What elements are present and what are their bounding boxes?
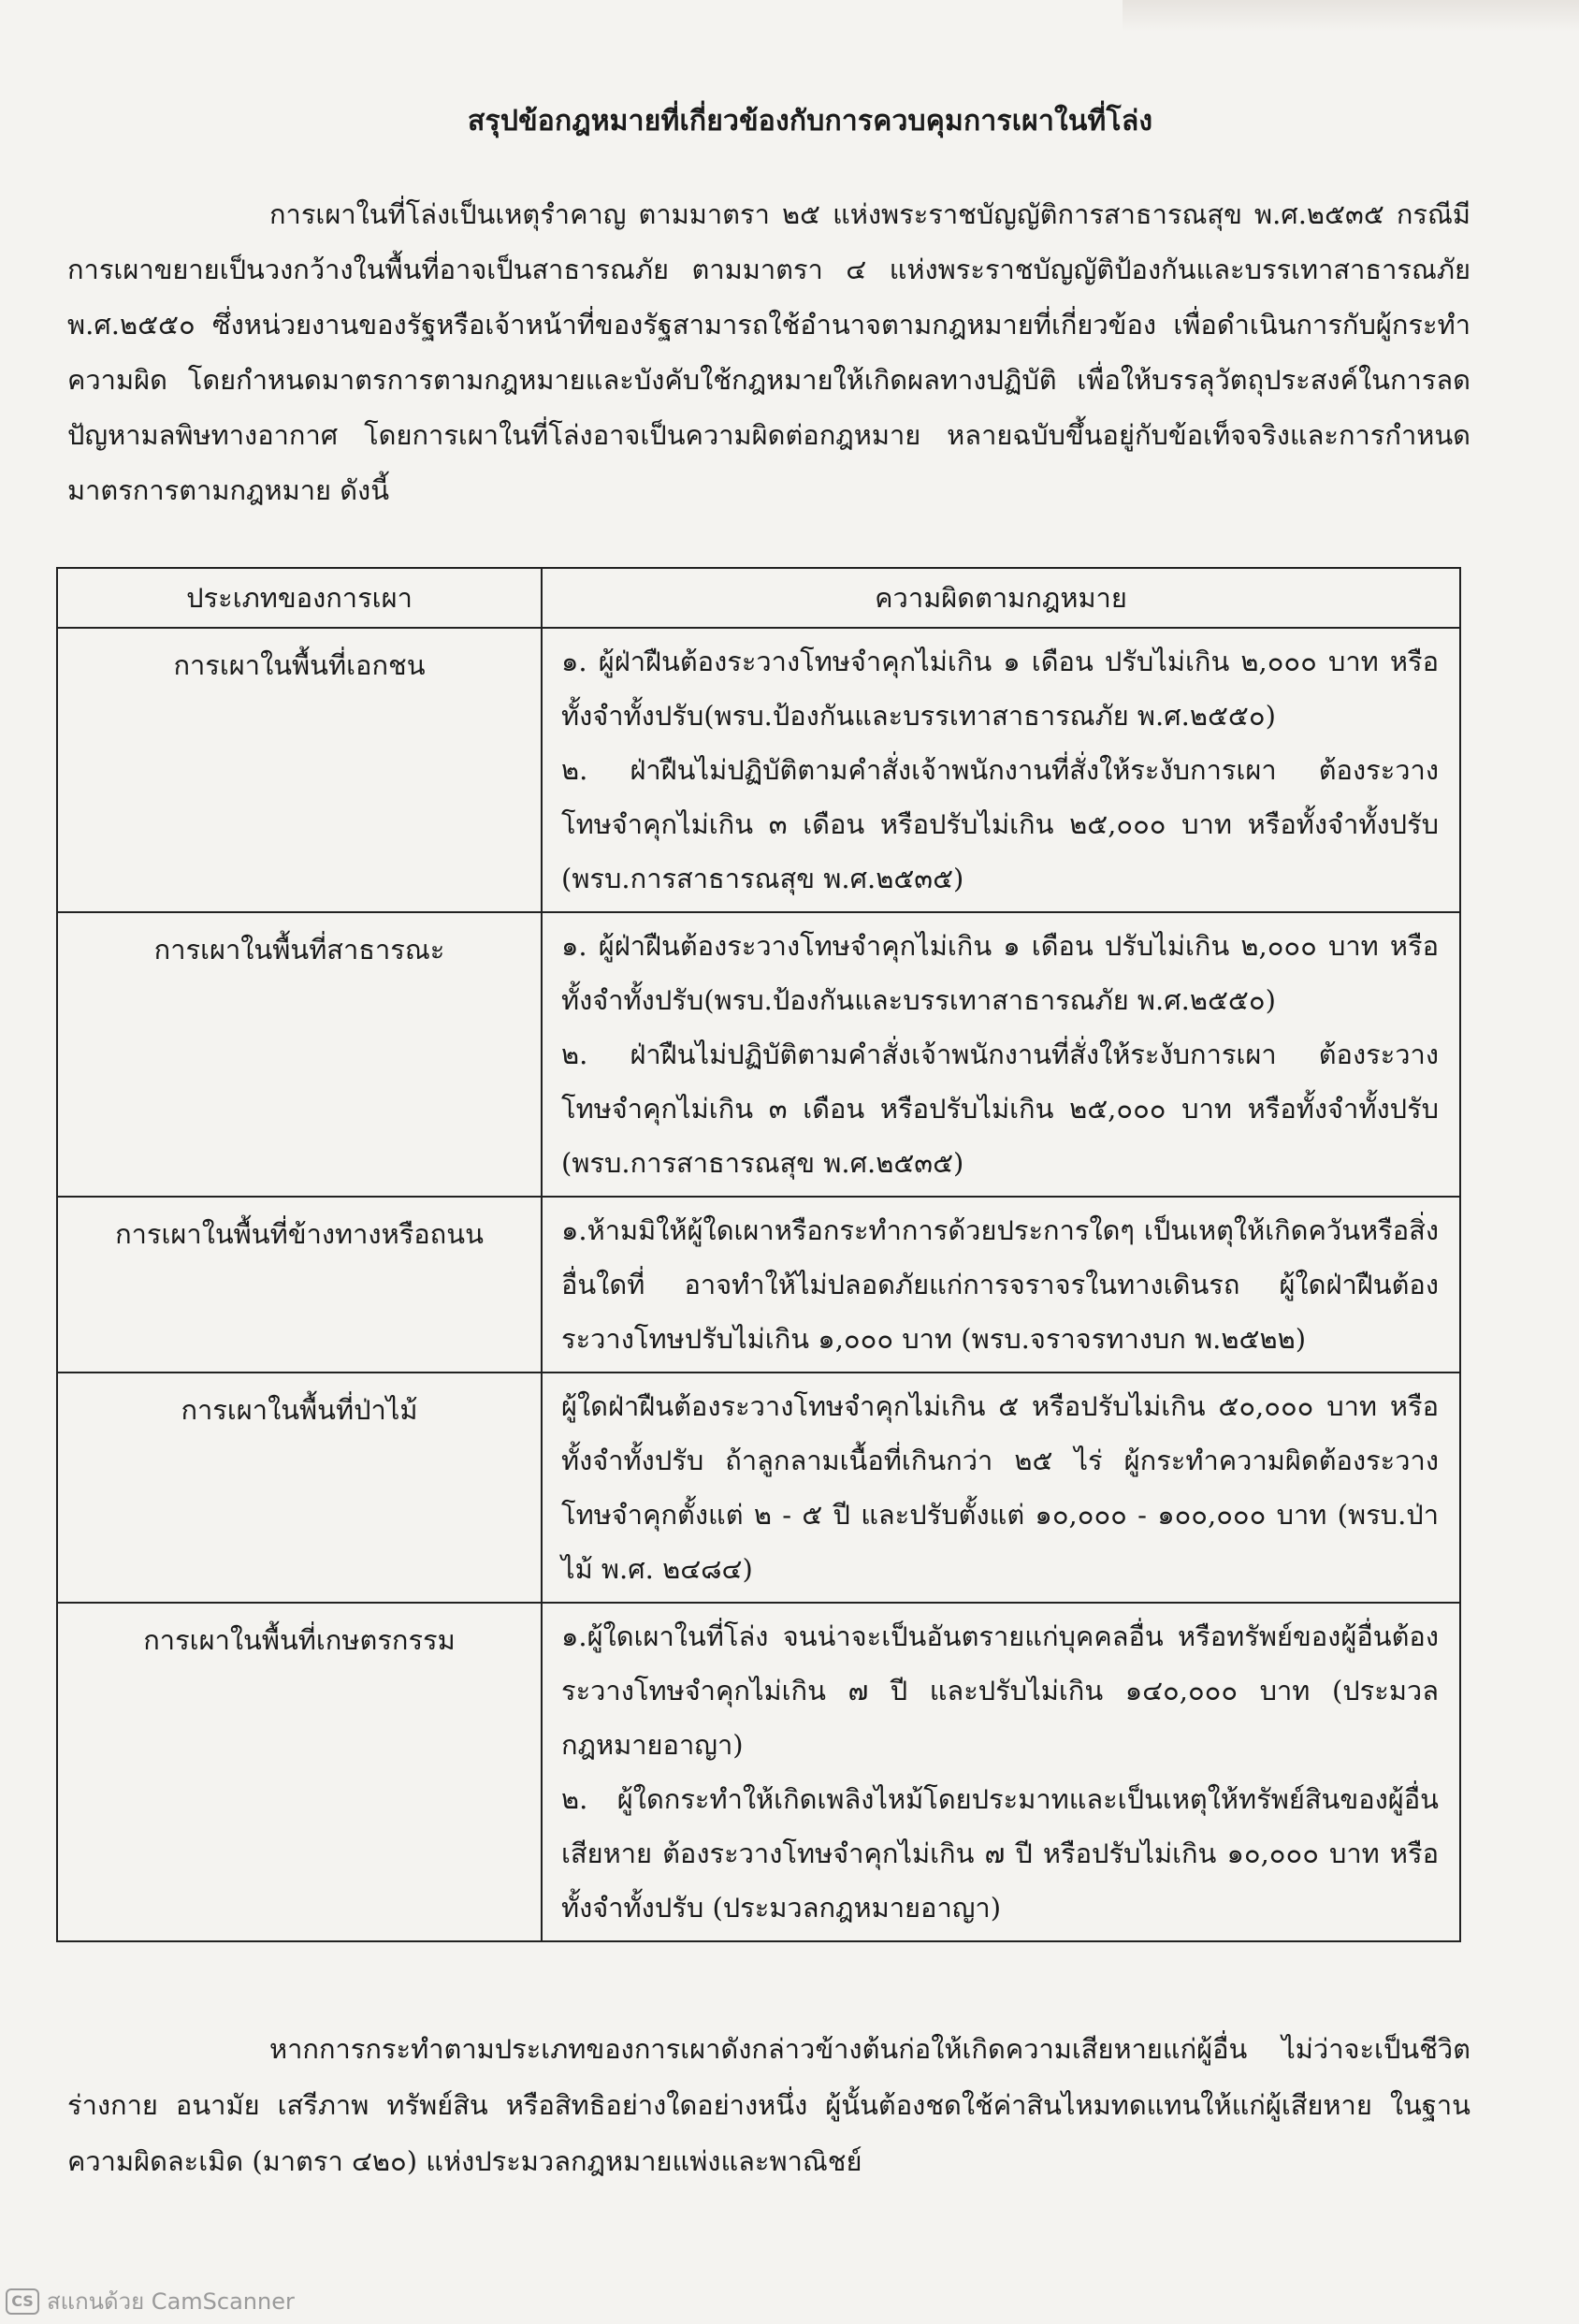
header-legal-offense: ความผิดตามกฎหมาย [542, 568, 1460, 628]
closing-paragraph [67, 2021, 1470, 2189]
offense-cell [542, 1197, 1460, 1373]
burn-type-cell: การเผาในพื้นที่เกษตรกรรม [57, 1603, 542, 1941]
offense-cell [542, 1373, 1460, 1603]
offense-item: ๑. ผู้ฝ่าฝืนต้องระวางโทษจำคุกไม่เกิน ๑ เดือน ปรับไม่เกิน ๒,๐๐๐ บาท หรือทั้งจำทั้งปรับ(พรบ.ป้องกันและบรรเทาสาธารณภัย พ.ศ.๒๕๕๐) [561, 930, 1439, 1016]
offense-item: ผู้ใดฝ่าฝืนต้องระวางโทษจำคุกไม่เกิน ๕ หรือปรับไม่เกิน ๕๐,๐๐๐ บาท หรือทั้งจำทั้งปรับ ถ้าลูกลามเนื้อที่เกินกว่า ๒๕ ไร่ ผู้กระทำความผิดต้องระวางโทษจำคุกตั้งแต่ ๒ - ๕ ปี และปรับตั้งแต่ ๑๐,๐๐๐ - ๑๐๐,๐๐๐ บาท (พรบ.ป่าไม้ พ.ศ. ๒๔๘๔) [561, 1390, 1439, 1585]
table-row [57, 1373, 1460, 1603]
intro-text: การเผาในที่โล่งเป็นเหตุรำคาญ ตามมาตรา ๒๕ แห่งพระราชบัญญัติการสาธารณสุข พ.ศ.๒๕๓๕ กรณีมีการเผาขยายเป็นวงกว้างในพื้นที่อาจเป็นสาธารณภัย ตามมาตรา ๔ แห่งพระราชบัญญัติป้องกันและบรรเทาสาธารณภัย พ.ศ.๒๕๕๐ ซึ่งหน่วยงานของรัฐหรือเจ้าหน้าที่ของรัฐสามารถใช้อำนาจตามกฎหมายที่เกี่ยวข้อง เพื่อดำเนินการกับผู้กระทำความผิด โดยกำหนดมาตรการตามกฎหมายและบังคับใช้กฎหมายให้เกิดผลทางปฏิบัติ เพื่อให้บรรลุวัตถุประสงค์ในการลดปัญหามลพิษทางอากาศ โดยการเผาในที่โล่งอาจเป็นความผิดต่อกฎหมาย หลายฉบับขึ้นอยู่กับข้อเท็จจริงและการกำหนดมาตรการตามกฎหมาย ดังนี้ [67, 198, 1470, 506]
scanner-watermark [6, 2283, 295, 2319]
closing-text: หากการกระทำตามประเภทของการเผาดังกล่าวข้างต้นก่อให้เกิดความเสียหายแก่ผู้อื่น ไม่ว่าจะเป็นชีวิตร่างกาย อนามัย เสรีภาพ ทรัพย์สิน หรือสิทธิอย่างใดอย่างหนึ่ง ผู้นั้นต้องชดใช้ค่าสินไหมทดแทนให้แก่ผู้เสียหาย ในฐานความผิดละเมิด (มาตรา ๔๒๐) แห่งประมวลกฎหมายแพ่งและพาณิชย์ [67, 2033, 1470, 2177]
offense-item: ๒. ฝ่าฝืนไม่ปฏิบัติตามคำสั่งเจ้าพนักงานที่สั่งให้ระงับการเผา ต้องระวางโทษจำคุกไม่เกิน ๓ เดือน หรือปรับไม่เกิน ๒๕,๐๐๐ บาท หรือทั้งจำทั้งปรับ (พรบ.การสาธารณสุข พ.ศ.๒๕๓๕) [561, 1039, 1439, 1179]
table-row [57, 912, 1460, 1197]
intro-paragraph [67, 187, 1470, 518]
table-header-row [57, 568, 1460, 628]
table-row [57, 1603, 1460, 1941]
table-row [57, 1197, 1460, 1373]
scan-edge-shadow [1123, 0, 1579, 32]
offense-item: ๑. ผู้ฝ่าฝืนต้องระวางโทษจำคุกไม่เกิน ๑ เดือน ปรับไม่เกิน ๒,๐๐๐ บาท หรือทั้งจำทั้งปรับ(พรบ.ป้องกันและบรรเทาสาธารณภัย พ.ศ.๒๕๕๐) [561, 646, 1439, 732]
burn-type-cell: การเผาในพื้นที่สาธารณะ [57, 912, 542, 1197]
offense-item: ๑.ห้ามมิให้ผู้ใดเผาหรือกระทำการด้วยประการใดๆ เป็นเหตุให้เกิดควันหรือสิ่งอื่นใดที่ อาจทำให้ไม่ปลอดภัยแก่การจราจรในทางเดินรถ ผู้ใดฝ่าฝืนต้องระวางโทษปรับไม่เกิน ๑,๐๐๐ บาท (พรบ.จราจรทางบก พ.๒๕๒๒) [561, 1214, 1439, 1355]
burn-type-cell: การเผาในพื้นที่ป่าไม้ [57, 1373, 542, 1603]
offense-item: ๒. ฝ่าฝืนไม่ปฏิบัติตามคำสั่งเจ้าพนักงานที่สั่งให้ระงับการเผา ต้องระวางโทษจำคุกไม่เกิน ๓ เดือน หรือปรับไม่เกิน ๒๕,๐๐๐ บาท หรือทั้งจำทั้งปรับ (พรบ.การสาธารณสุข พ.ศ.๒๕๓๕) [561, 754, 1439, 894]
burn-type-cell: การเผาในพื้นที่เอกชน [57, 628, 542, 912]
offense-cell [542, 628, 1460, 912]
camscanner-logo-icon: CS [6, 2288, 39, 2315]
document-title: สรุปข้อกฎหมายที่เกี่ยวข้องกับการควบคุมการเผาในที่โล่ง [468, 105, 1153, 138]
offense-item: ๑.ผู้ใดเผาในที่โล่ง จนน่าจะเป็นอันตรายแก่บุคคลอื่น หรือทรัพย์ของผู้อื่นต้องระวางโทษจำคุกไม่เกิน ๗ ปี และปรับไม่เกิน ๑๔๐,๐๐๐ บาท (ประมวลกฎหมายอาญา) [561, 1620, 1439, 1761]
law-table [56, 567, 1461, 1942]
burn-type-cell: การเผาในพื้นที่ข้างทางหรือถนน [57, 1197, 542, 1373]
offense-cell [542, 912, 1460, 1197]
offense-item: ๒. ผู้ใดกระทำให้เกิดเพลิงไหม้โดยประมาทและเป็นเหตุให้ทรัพย์สินของผู้อื่นเสียหาย ต้องระวางโทษจำคุกไม่เกิน ๗ ปี หรือปรับไม่เกิน ๑๐,๐๐๐ บาท หรือทั้งจำทั้งปรับ (ประมวลกฎหมายอาญา) [561, 1783, 1439, 1924]
table-row [57, 628, 1460, 912]
watermark-text: สแกนด้วย CamScanner [47, 2288, 295, 2315]
header-burn-type: ประเภทของการเผา [57, 568, 542, 628]
offense-cell [542, 1603, 1460, 1941]
